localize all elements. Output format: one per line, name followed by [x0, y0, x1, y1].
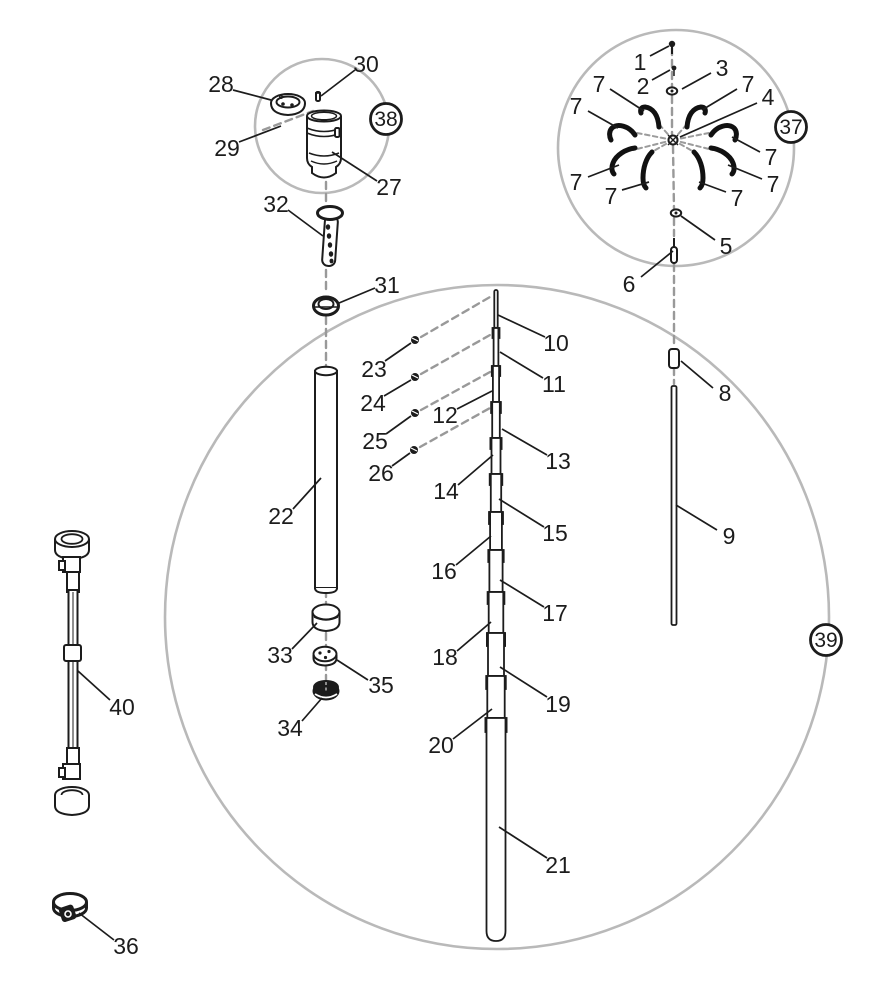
- part-36-hose-clamp: [54, 894, 87, 923]
- part-33-cap: [313, 605, 340, 632]
- badge-38-number: 38: [374, 108, 398, 131]
- label-part-3: 3: [715, 55, 729, 81]
- label-part-5: 5: [719, 233, 733, 259]
- label-part-14: 14: [433, 478, 459, 504]
- label-part-9: 9: [722, 523, 736, 549]
- mast-section-20: [487, 676, 504, 718]
- part-3-nut: [667, 87, 677, 94]
- mast-section-13: [492, 402, 500, 438]
- part-25-setscrew: [411, 409, 419, 417]
- part-31-ring: [314, 297, 339, 315]
- label-part-15: 15: [542, 520, 568, 546]
- part-30-screw: [315, 92, 321, 101]
- badge-38: [371, 104, 402, 135]
- label-part-25: 25: [362, 428, 388, 454]
- part-number-labels: [109, 49, 779, 959]
- part-6-pin: [671, 238, 677, 263]
- part-27-canister: [307, 111, 341, 178]
- badge-39-number: 39: [814, 629, 838, 652]
- mast-section-17: [489, 550, 502, 592]
- mast-telescoping-sections: [485, 290, 506, 941]
- mast-section-18: [489, 592, 504, 633]
- mast-section-11: [494, 328, 499, 366]
- mast-section-15: [491, 474, 501, 512]
- label-part-22: 22: [268, 503, 294, 529]
- label-part-36: 36: [113, 933, 139, 959]
- label-part-31: 31: [374, 272, 400, 298]
- label-part-7-top-left: 7: [592, 71, 606, 97]
- label-part-21: 21: [545, 852, 571, 878]
- label-part-28: 28: [208, 71, 234, 97]
- label-part-2: 2: [636, 73, 650, 99]
- part-5-nut: [671, 209, 681, 216]
- label-part-29: 29: [214, 135, 240, 161]
- label-part-7-lower-right: 7: [766, 171, 780, 197]
- part-26-setscrew: [410, 446, 418, 454]
- mast-section-19: [488, 633, 504, 676]
- leader-lines: [78, 46, 762, 940]
- label-part-10: 10: [543, 330, 569, 356]
- label-part-33: 33: [267, 642, 293, 668]
- label-part-35: 35: [368, 672, 394, 698]
- part-35-disc: [314, 647, 337, 666]
- label-part-13: 13: [545, 448, 571, 474]
- label-part-26: 26: [368, 460, 394, 486]
- group-circle-37: [558, 30, 794, 266]
- label-part-34: 34: [277, 715, 303, 741]
- badge-37: [776, 112, 807, 143]
- label-part-16: 16: [431, 558, 457, 584]
- label-part-19: 19: [545, 691, 571, 717]
- part-24-setscrew: [411, 373, 419, 381]
- part-8-sleeve: [669, 349, 679, 368]
- badge-39: [811, 625, 842, 656]
- mast-section-10: [494, 290, 497, 328]
- label-part-24: 24: [360, 390, 386, 416]
- label-part-30: 30: [353, 51, 379, 77]
- label-part-18: 18: [432, 644, 458, 670]
- label-part-17: 17: [542, 600, 568, 626]
- label-part-7-bottom-left: 7: [604, 183, 618, 209]
- label-part-6: 6: [622, 271, 636, 297]
- label-part-27: 27: [376, 174, 402, 200]
- part-4-hub: [668, 135, 678, 145]
- label-part-7-top-right: 7: [741, 71, 755, 97]
- label-part-7-left: 7: [569, 93, 583, 119]
- label-part-1: 1: [633, 49, 647, 75]
- mast-section-12: [493, 366, 499, 402]
- label-part-23: 23: [361, 356, 387, 382]
- label-part-7-lower-left: 7: [569, 169, 583, 195]
- label-part-40: 40: [109, 694, 135, 720]
- part-40-standoff-bracket: [55, 531, 89, 815]
- label-part-7-right: 7: [764, 144, 778, 170]
- badge-37-number: 37: [779, 116, 803, 139]
- label-part-11: 11: [542, 371, 566, 397]
- part-23-setscrew: [411, 336, 419, 344]
- label-part-7-bottom-right: 7: [730, 185, 744, 211]
- part-1-screw: [669, 41, 675, 54]
- part-34-knob: [313, 680, 340, 701]
- label-part-12: 12: [432, 402, 458, 428]
- label-part-32: 32: [263, 191, 289, 217]
- label-part-20: 20: [428, 732, 454, 758]
- label-part-8: 8: [718, 380, 732, 406]
- mast-section-16: [490, 512, 502, 550]
- part-28-cap: [271, 94, 305, 115]
- label-part-4: 4: [761, 84, 775, 110]
- part-32-perforated-bracket: [318, 207, 343, 267]
